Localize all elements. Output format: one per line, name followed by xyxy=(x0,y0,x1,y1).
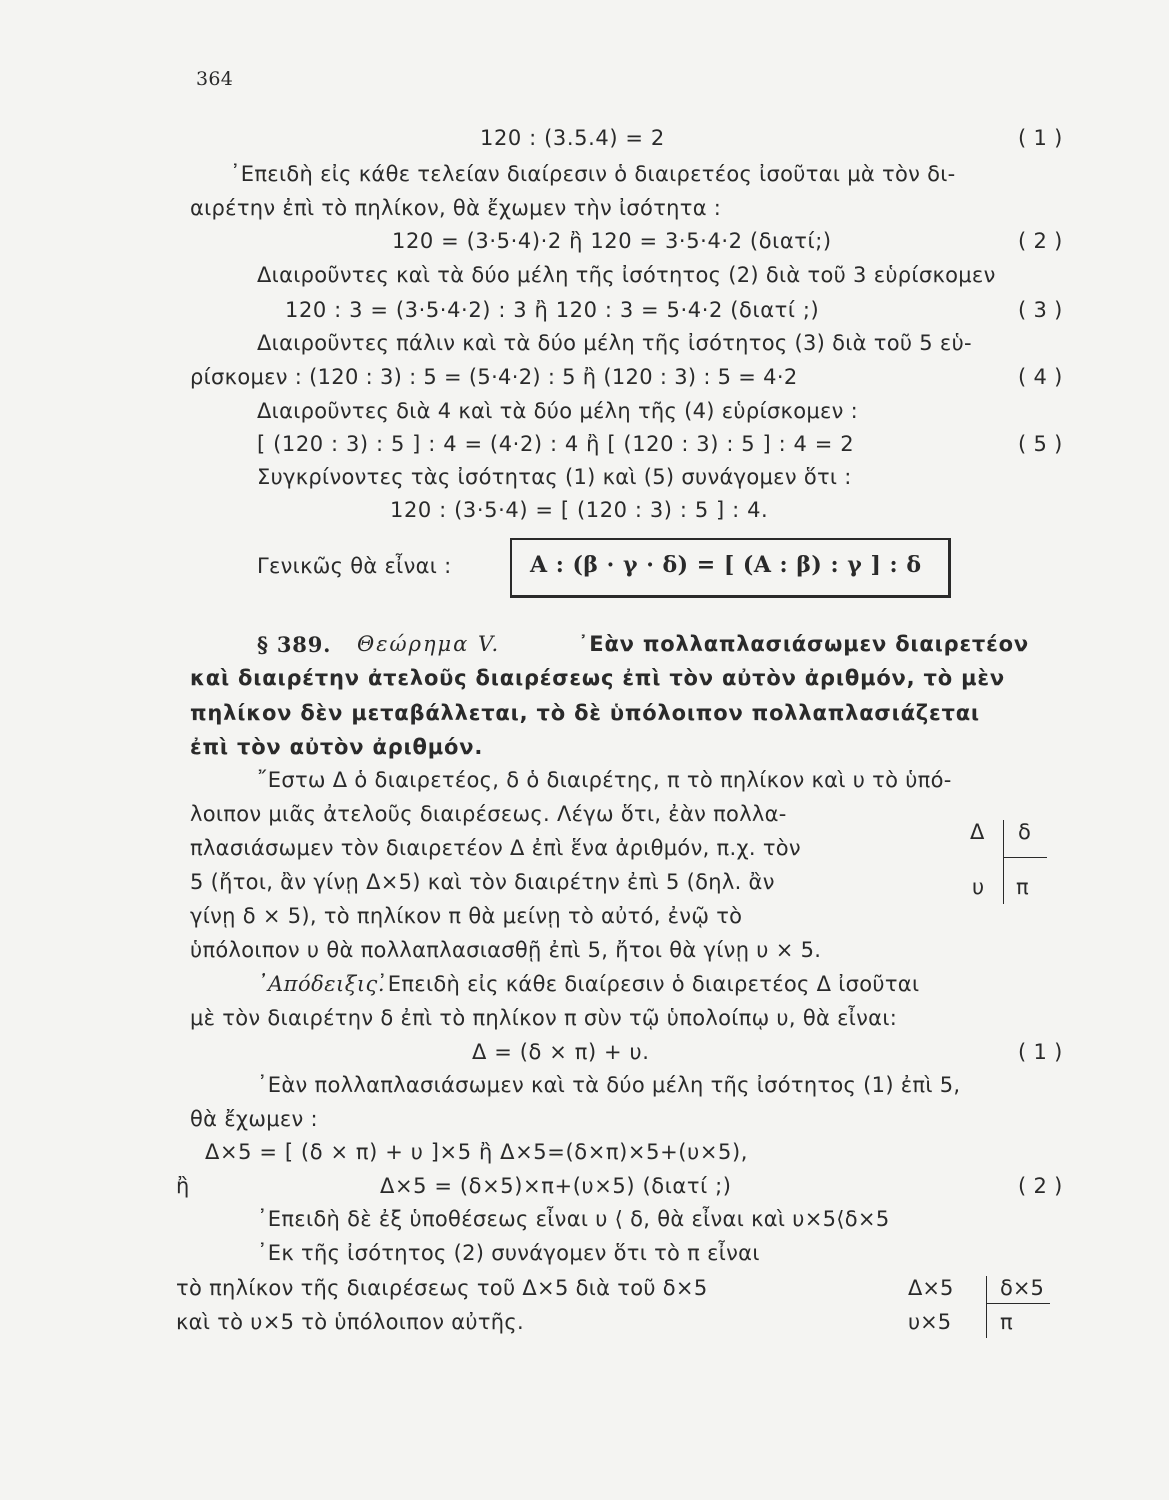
proof-equation-2a: Δ×5 = [ (δ × π) + υ ]×5 ἢ Δ×5=(δ×π)×5+(υ×5), xyxy=(205,1140,749,1164)
general-formula: Α : (β · γ · δ) = [ (Α : β) : γ ] : δ xyxy=(530,552,922,578)
division-remainder: υ×5 xyxy=(908,1310,952,1334)
equation-6: 120 : (3·5·4) = [ (120 : 3) : 5 ] : 4. xyxy=(390,498,769,522)
paragraph-line: ᾿Επειδὴ εἰς κάθε διαίρεσιν ὁ διαιρετέος Δ ἰσοῦται xyxy=(377,972,920,996)
paragraph-line: ᾿Εὰν πολλαπλασιάσωμεν καὶ τὰ δύο μέλη τῆς ἰσότητος (1) ἐπὶ 5, xyxy=(257,1073,961,1097)
theorem-line: ᾿Εὰν πολλαπλασιάσωμεν διαιρετέον xyxy=(578,632,1029,656)
page-number: 364 xyxy=(196,68,234,90)
equation-3: 120 : 3 = (3·5·4·2) : 3 ἢ 120 : 3 = 5·4·2 (διατί ;) xyxy=(285,298,820,322)
theorem-line: ἐπὶ τὸν αὐτὸν ἀριθμόν. xyxy=(190,735,484,759)
theorem-line: πηλίκον δὲν μεταβάλλεται, τὸ δὲ ὑπόλοιπον πολλαπλασιάζεται xyxy=(190,701,980,725)
proof-label: ᾿Απόδειξις. xyxy=(257,972,385,996)
paragraph-line: ὑπόλοιπον υ θὰ πολλαπλασιασθῇ ἐπὶ 5, ἤτοι θὰ γίνῃ υ × 5. xyxy=(190,938,822,962)
paragraph-line: θὰ ἔχωμεν : xyxy=(190,1107,318,1131)
proof-equation-1-tag: ( 1 ) xyxy=(1018,1040,1063,1064)
proof-or: ἢ xyxy=(176,1174,190,1198)
paragraph-line: Συγκρίνοντες τὰς ἰσότητας (1) καὶ (5) συνάγομεν ὅτι : xyxy=(257,465,852,489)
division-divisor: δ×5 xyxy=(1000,1276,1044,1300)
paragraph-line: Διαιροῦντες πάλιν καὶ τὰ δύο μέλη τῆς ἰσότητος (3) διὰ τοῦ 5 εὑ- xyxy=(257,331,972,355)
proof-equation-1: Δ = (δ × π) + υ. xyxy=(472,1040,650,1064)
theorem-title: Θεώρημα V. xyxy=(357,632,501,656)
division-quotient: π xyxy=(1016,875,1029,899)
paragraph-line: ρίσκομεν : (120 : 3) : 5 = (5·4·2) : 5 ἢ (120 : 3) : 5 = 4·2 xyxy=(190,365,798,389)
equation-5: [ (120 : 3) : 5 ] : 4 = (4·2) : 4 ἢ [ (120 : 3) : 5 ] : 4 = 2 xyxy=(257,432,855,456)
equation-2-tag: ( 2 ) xyxy=(1018,229,1063,253)
division-vertical-line xyxy=(986,1276,987,1338)
paragraph-line: καὶ τὸ υ×5 τὸ ὑπόλοιπον αὐτῆς. xyxy=(176,1310,524,1334)
division-vertical-line xyxy=(1003,820,1004,904)
equation-4-tag: ( 4 ) xyxy=(1018,365,1063,389)
paragraph-line: 5 (ἤτοι, ἂν γίνῃ Δ×5) καὶ τὸν διαιρέτην ἐπὶ 5 (δηλ. ἂν xyxy=(190,870,775,894)
division-dividend: Δ×5 xyxy=(908,1276,954,1300)
proof-equation-2-tag: ( 2 ) xyxy=(1018,1174,1063,1198)
division-dividend: Δ xyxy=(970,820,985,844)
division-horizontal-line xyxy=(986,1303,1050,1304)
paragraph-line: πλασιάσωμεν τὸν διαιρετέον Δ ἐπὶ ἕνα ἀριθμόν, π.χ. τὸν xyxy=(190,836,801,860)
equation-1: 120 : (3.5.4) = 2 xyxy=(480,126,665,150)
proof-equation-2b: Δ×5 = (δ×5)×π+(υ×5) (διατί ;) xyxy=(380,1174,732,1198)
paragraph-line: αιρέτην ἐπὶ τὸ πηλίκον, θὰ ἔχωμεν τὴν ἰσότητα : xyxy=(190,196,722,220)
paragraph-line: λοιπον μιᾶς ἀτελοῦς διαιρέσεως. Λέγω ὅτι, ἐὰν πολλα- xyxy=(190,802,787,826)
paragraph-line: τὸ πηλίκον τῆς διαιρέσεως τοῦ Δ×5 διὰ τοῦ δ×5 xyxy=(176,1276,708,1300)
paragraph-line: ᾿Εκ τῆς ἰσότητος (2) συνάγομεν ὅτι τὸ π εἶναι xyxy=(257,1241,760,1265)
paragraph-line: μὲ τὸν διαιρέτην δ ἐπὶ τὸ πηλίκον π σὺν τῷ ὑπολοίπῳ υ, θὰ εἶναι: xyxy=(190,1006,898,1030)
theorem-line: καὶ διαιρέτην ἀτελοῦς διαιρέσεως ἐπὶ τὸν αὐτὸν ἀριθμόν, τὸ μὲν xyxy=(190,666,1005,690)
paragraph-line: ᾿Επειδὴ εἰς κάθε τελείαν διαίρεσιν ὁ διαιρετέος ἰσοῦται μὰ τὸν δι- xyxy=(230,162,956,186)
equation-1-tag: ( 1 ) xyxy=(1018,126,1063,150)
equation-2: 120 = (3·5·4)·2 ἢ 120 = 3·5·4·2 (διατί;) xyxy=(392,229,832,253)
paragraph-line: γίνῃ δ × 5), τὸ πηλίκον π θὰ μείνῃ τὸ αὐτό, ἐνῷ τὸ xyxy=(190,904,743,928)
paragraph-line: Διαιροῦντες καὶ τὰ δύο μέλη τῆς ἰσότητος (2) διὰ τοῦ 3 εὑρίσκομεν xyxy=(257,263,996,287)
paragraph-line: Διαιροῦντες διὰ 4 καὶ τὰ δύο μέλη τῆς (4) εὑρίσκομεν : xyxy=(257,399,859,423)
general-label: Γενικῶς θὰ εἶναι : xyxy=(257,554,452,578)
division-quotient: π xyxy=(1000,1310,1013,1334)
division-divisor: δ xyxy=(1018,820,1031,844)
section-number: § 389. xyxy=(257,632,332,657)
division-remainder: υ xyxy=(972,875,985,899)
paragraph-line: ᾿Επειδὴ δὲ ἐξ ὑποθέσεως εἶναι υ ⟨ δ, θὰ εἶναι καὶ υ×5⟨δ×5 xyxy=(257,1207,890,1231)
equation-5-tag: ( 5 ) xyxy=(1018,432,1063,456)
paragraph-line: ῎Εστω Δ ὁ διαιρετέος, δ ὁ διαιρέτης, π τὸ πηλίκον καὶ υ τὸ ὑπό- xyxy=(257,768,952,792)
equation-3-tag: ( 3 ) xyxy=(1018,298,1063,322)
division-horizontal-line xyxy=(1003,857,1047,858)
